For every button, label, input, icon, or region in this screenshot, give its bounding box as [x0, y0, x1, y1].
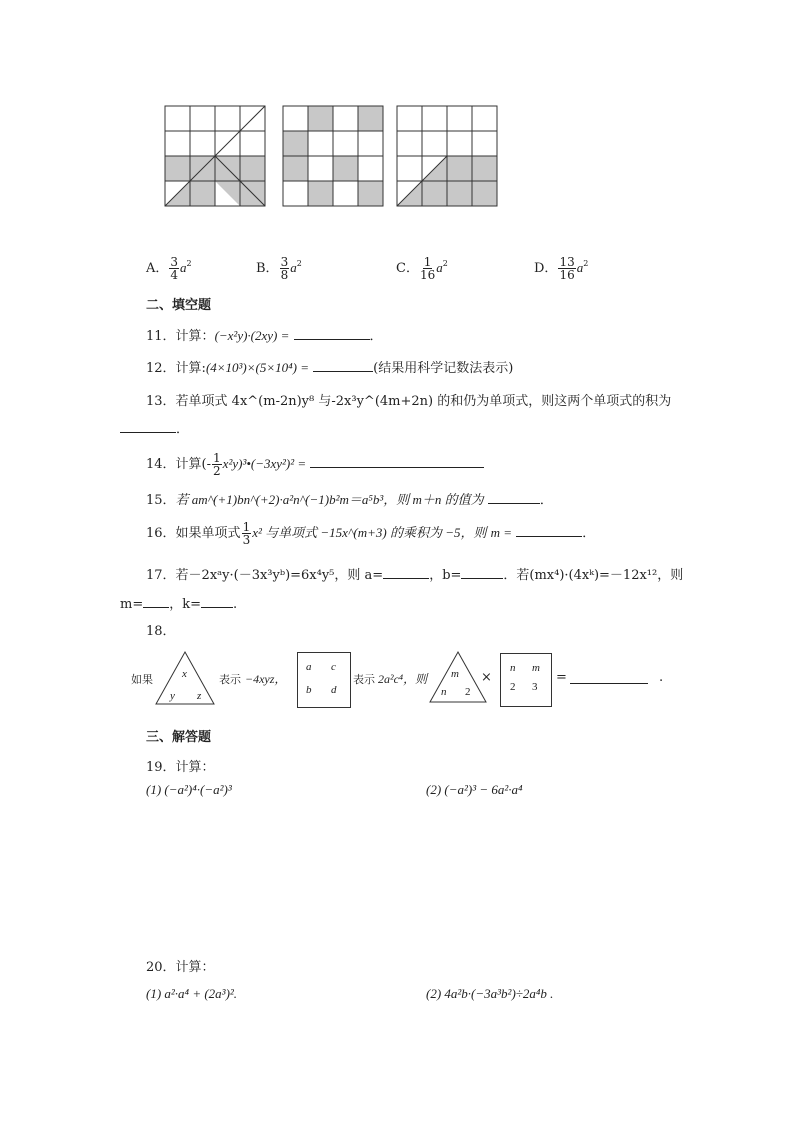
tri1-top: x — [182, 668, 187, 680]
question-18-if: 如果 — [131, 673, 153, 686]
tri1-left: y — [170, 690, 175, 702]
question-20-part2: (2) 4a²b·(−3a³b²)÷2a⁴b . — [426, 986, 554, 1001]
answer-blank-17b[interactable] — [461, 566, 503, 579]
question-17: 17．若－2xᵃy·(－3x³yᵇ)=6x⁴y⁵，则 a= ，b= ．若(mx⁴)·(4xᵏ)=－12x¹²，则 — [146, 568, 684, 583]
grid-1 — [165, 106, 265, 206]
equals-sign: = — [556, 670, 567, 685]
question-18-expr1: −4xyz， — [245, 672, 287, 686]
box1-tl: a — [306, 661, 312, 673]
question-18-means1: 表示 — [219, 673, 241, 686]
question-20-part1: (1) a²·a⁴ + (2a³)². — [146, 986, 238, 1001]
box1-br: d — [331, 684, 337, 696]
answer-blank-18[interactable] — [570, 670, 648, 684]
question-19-part1: (1) (−a²)⁴·(−a²)³ — [146, 782, 232, 797]
box2-bl: 2 — [510, 681, 516, 693]
question-13-answer: ． — [120, 418, 189, 437]
question-20: 20．计算： — [146, 960, 215, 975]
section-fill-title: 二、填空题 — [146, 298, 212, 313]
question-15: 15．若 am^(+1)bn^(+2)·a²n^(−1)b²m＝a⁵b³，则 m＋n 的值为 ． — [146, 492, 553, 508]
answer-blank-12[interactable] — [313, 359, 373, 372]
option-a: A． $\frac{3}{4}$ $a^2$ — [146, 255, 192, 282]
answer-blank-14[interactable] — [310, 455, 484, 468]
answer-blank-17k[interactable] — [201, 595, 233, 608]
answer-blank-16[interactable] — [516, 524, 582, 537]
figure-grids — [160, 104, 505, 214]
box-2 — [500, 653, 552, 707]
answer-blank-13[interactable] — [120, 420, 176, 433]
answer-blank-11[interactable] — [294, 327, 370, 340]
box1-tr: c — [331, 661, 336, 673]
option-c: C． $\frac{1}{16}$ $a^2$ — [396, 255, 448, 282]
answer-blank-17m[interactable] — [143, 595, 169, 608]
question-17-line2: m= ，k= . — [120, 597, 238, 612]
box2-br: 3 — [532, 681, 538, 693]
question-18-end: . — [659, 670, 664, 685]
question-13: 13．若单项式 4x^(m-2n)y⁸ 与-2x³y^(4m+2n) 的和仍为单项式，则这两个单项式的积为 — [146, 394, 672, 409]
box1-bl: b — [306, 684, 312, 696]
question-18-expr2: 2a²c⁴，则 — [378, 672, 428, 686]
question-16: 16．如果单项式 $\frac{1}{3}$ x² 与单项式 −15x^(m+3) 的乘积为 −5，则 m = ． — [146, 520, 596, 547]
grid-2 — [283, 106, 383, 206]
grid-3 — [397, 106, 497, 206]
section-solve-title: 三、解答题 — [146, 730, 212, 745]
tri1-right: z — [197, 690, 202, 702]
answer-blank-15[interactable] — [488, 491, 540, 504]
tri2-right: 2 — [465, 686, 471, 698]
question-18-number: 18． — [146, 624, 176, 639]
answer-blank-17a[interactable] — [383, 566, 429, 579]
option-d: D． $\frac{13}{16}$ $a^2$ — [534, 255, 589, 282]
option-b: B． $\frac{3}{8}$ $a^2$ — [256, 255, 302, 282]
tri2-left: n — [441, 686, 447, 698]
question-19: 19．计算： — [146, 760, 215, 775]
question-12: 12．计算:(4×10³)×(5×10⁴) = (结果用科学记数法表示) — [146, 360, 514, 376]
box2-tl: n — [510, 662, 516, 674]
tri2-top: m — [451, 668, 459, 680]
question-11: 11．计算：(−x²y)·(2xy) = ． — [146, 328, 383, 344]
question-18-means2: 表示 — [353, 673, 375, 686]
times-sign: × — [481, 670, 492, 685]
box2-tr: m — [532, 662, 540, 674]
question-14: 14．计算(- $\frac{1}{2}$ x²y)³•(−3xy²)² = — [146, 452, 484, 477]
question-19-part2: (2) (−a²)³ − 6a²·a⁴ — [426, 782, 523, 797]
